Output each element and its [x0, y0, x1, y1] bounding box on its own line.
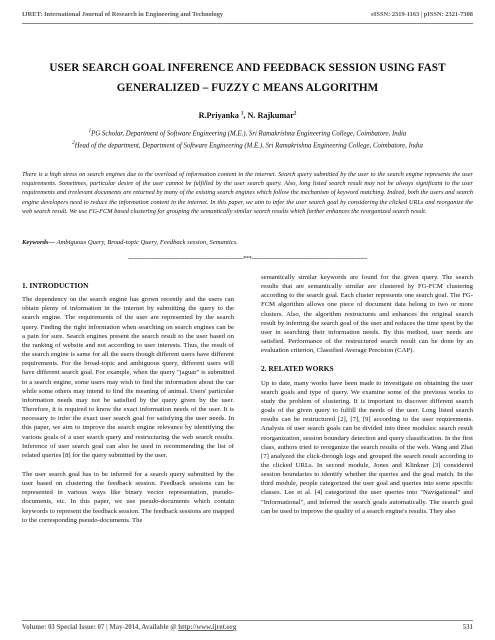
footer-volume-text: Volume: 03 Special Issue: 07 | May-2014, Available @	[22, 624, 179, 631]
journal-link[interactable]: http://www.ijret.org	[178, 624, 237, 631]
author-1-mark: 1	[240, 111, 244, 117]
paper-title: USER SEARCH GOAL INFERENCE AND FEEDBACK SESSION USING FAST GENERALIZED – FUZZY C MEANS ALGORITHM	[49, 62, 446, 94]
left-column	[22, 281, 234, 525]
page-footer	[22, 624, 473, 631]
author-separator: ,	[243, 111, 248, 120]
page-number: 531	[462, 624, 473, 631]
intro-paragraph-1: The dependency on the search engine has grown recently and the users can obtain plenty of information in the internet by submitting the query to the search engine. The requirements of the user are represented by the search query. Finding the right information when searching on search engines can be a pain for sure. Search engines present the search result to the user based on the ranking of website and not according to user interests. Thus, the result of the search engine is same for all the users though different users have different requirements. For the broad-topic and ambiguous query, different users will have different search goal. For example, when the query "jaguar" is submitted to a search engine, some users may wish to find the information about the car while some others may intend to find the meaning of animal. Users' particular information needs may not be satisfied by the query given by the user. Therefore, it is required to know the exact information needs of the user. It is necessary to infer the exact user search goal for satisfying the user needs. In this paper, we aim to improve the search engine relevance by identifying the various goals of a user search query and restructuring the web search results. Inference of user search goal can also be used in recommending the list of related queries [8] for the query submitted by the user.	[22, 296, 234, 459]
author-1: R.Priyanka	[198, 111, 239, 120]
footer-rule	[22, 620, 473, 621]
intro-paragraph-3: semantically similar keywords are found for the given query. The search results that are semantically similar are clustered by FG-FCM clustering according to the search goal. Each cluster represents one search goal. The FG-FCM algorithm allows one piece of document data belong to two or more clusters. Also, the algorithm restructures and enhances the original search result by inferring the search goal of the user and reduces the time spent by the user in searching their information needs. By this method, user needs are satisfied. Performance of the restructured search result can be done by an evaluation criterion, Classified Average Precision (CAP).	[261, 274, 473, 355]
author-2-mark: 2	[293, 111, 297, 117]
abstract: There is a high stress on search engines due to the overload of information content in the internet. Search query submitted by the user to the search engine represents the user requirements. Sometimes, particular desire of the user cannot be fulfilled by the user search query. Also, long listed search result may not be always significant to the user requirements and irrelevant documents are returned by many of the existing search engines which follow the mechanism of keyword matching. Indeed, both the users and search engine developers need to reduce the information content in the internet. In this paper, we aim to infer the user search goal by considering the clicked URLs and reorganize the web search result. We use FG-FCM based clustering for grouping the semantically similar search results which further enhances the reorganized search result.	[22, 171, 473, 215]
affiliation-1-mark: 1	[88, 129, 92, 134]
right-column	[261, 273, 473, 516]
related-works-paragraph: Up to date, many works have been made to investigate on obtaining the user search goals and type of query. We examine some of the previous works to study the problem of clustering. It is important to discover different search goals of the given query to fulfill the needs of the user. Long listed search results can be restructured [2], [7], [9] according to the user requirements. Analysis of user search goals can be divided into three modules: search result reorganization, session boundary detection and query classification. In the first class, authors tried to reorganize the search results of the web. Wang and Zhai [7] analyzed the click-through logs and grouped the search result according to the clicked URLs. In second module, Jones and Klinkner [3] considered session boundaries to identify whether the queries and the goal match. In the third module, people categorized the user goal and queries into some specific classes. Lee et al. [4] categorized the user queries into "Navigational" and "Informational", and inferred the search goals automatically. The search goal can be used to improve the quality of a search engine's results. They also	[261, 379, 473, 515]
keywords	[22, 239, 473, 246]
header-rule	[22, 23, 473, 24]
affiliations	[30, 127, 465, 150]
affiliation-2-text: Head of the department, Department of Software Engineering (M.E.), Sri Ramakrishna Engineering College, Coimbatore, India	[74, 141, 423, 149]
issn: eISSN: 2319-1163 | pISSN: 2321-7308	[371, 11, 473, 18]
authors	[22, 111, 473, 120]
affiliation-1	[30, 127, 465, 139]
section-heading-related-works: 2. RELATED WORKS	[261, 364, 334, 374]
affiliation-2	[30, 139, 465, 151]
affiliation-1-text: PG Scholar, Department of Software Engineering (M.E.), Sri Ramakrishna Engineering College, Coimbatore, India	[91, 130, 407, 138]
journal-name: IJRET: International Journal of Research in Engineering and Technology	[22, 11, 224, 18]
footer-volume	[22, 624, 236, 631]
affiliation-2-mark: 2	[72, 140, 75, 146]
keywords-label: Keywords—	[22, 239, 55, 246]
page-header	[22, 11, 473, 18]
intro-paragraph-2: The user search goal has to be inferred for a search query submitted by the user based on clustering the feedback session. Feedback sessions can be represented in various ways like binary vector representation, pseudo-documents, etc. In this paper, we use pseudo-documents which contain keywords to represent the feedback session. The feedback sessions are mapped to the corresponding pseudo-documents. The	[22, 470, 234, 524]
keywords-text: Ambiguous Query, Broad-topic Query, Feedback session, Semantics.	[54, 239, 238, 246]
author-2: N. Rajkumar	[247, 111, 294, 120]
section-heading-introduction: 1. INTRODUCTION	[22, 281, 89, 290]
separator-line: --------------------------------------------------------------------***--------------------------------------------------------------------	[127, 256, 368, 262]
